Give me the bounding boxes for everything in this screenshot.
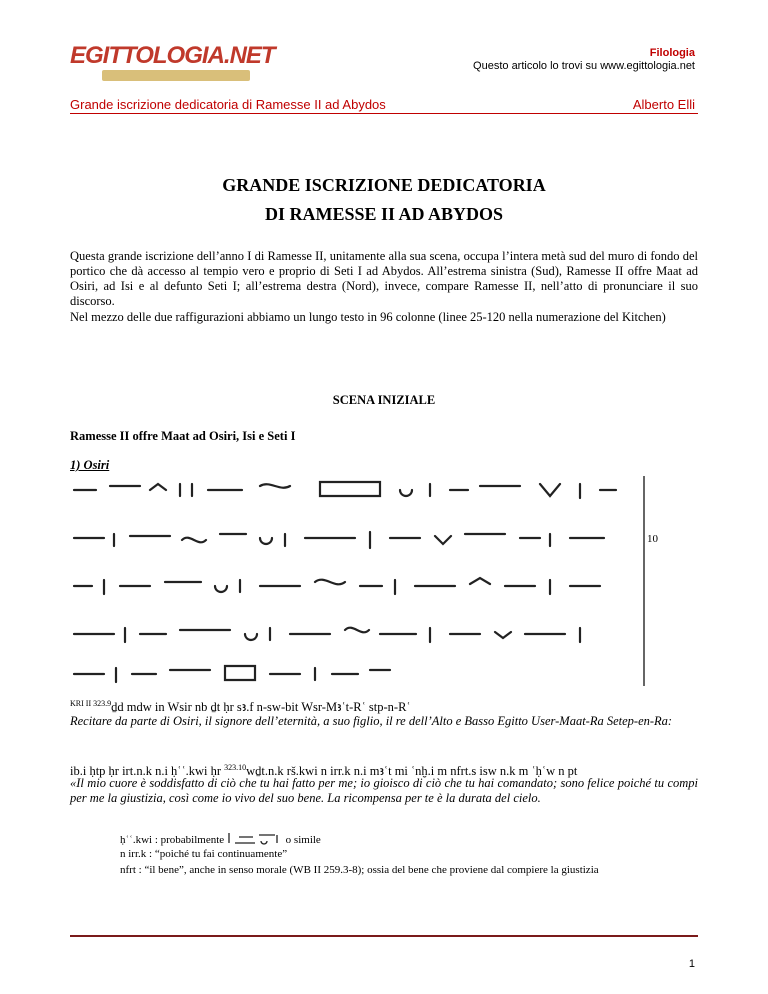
scene-heading: SCENA INIZIALE [332, 393, 436, 407]
intro-paragraph-2: Nel mezzo delle due raffigurazioni abbiamo un lungo testo in 96 colonne (linee 25-120 nella numerazione del Kitchen) [70, 310, 666, 324]
section-osiri: 1) Osiri [70, 458, 110, 472]
footer-rule [70, 935, 698, 937]
scene-subheading: Ramesse II offre Maat ad Osiri, Isi e Seti I [70, 429, 296, 443]
source-note: Questo articolo lo trovi su www.egittologia.net [473, 60, 695, 72]
header-rule [70, 113, 698, 114]
figure-line-number: 10 [647, 533, 658, 545]
note-1-text-b: o simile [282, 834, 321, 846]
page-title-line2: DI RAMESSE II AD ABYDOS [264, 204, 504, 224]
transliteration-part-a: ib.i ḥtp ḥr irt.n.k n.i ḥʿʿ.kwi ḥr [70, 764, 225, 779]
transliteration-line-1 [70, 699, 411, 715]
page-title-line1: GRANDE ISCRIZIONE DEDICATORIA [222, 175, 546, 195]
transliteration-part-b: wḏt.n.k rš.kwi n irr.k n.i mꜣʿt mi ʿnḫ.i m nfrt.s isw n.k m ʿḥʿw n pt [246, 764, 578, 779]
hieroglyph-inscription-image [70, 476, 658, 686]
transliteration-text: ḏd mdw in Wsir nb ḏt ḥr sꜣ.f n-sw-bit Wsr-Mꜣʿt-Rʿ stp-n-Rʿ [111, 700, 411, 715]
note-1-text-a: ḥʿʿ.kwi : probabilmente [120, 834, 227, 846]
page-number: 1 [688, 958, 695, 970]
kri-reference: KRI II 323.9 [70, 699, 112, 708]
hieroglyph-inline-icon [227, 831, 283, 845]
section-label: Filologia [649, 47, 695, 59]
logo-text: EGITTOLOGIA.NET [70, 42, 275, 69]
note-3: nfrt : “il bene”, anche in senso morale (WB II 259.3-8); ossia del bene che proviene dal compiere la giustizia [120, 864, 599, 876]
intro-paragraph: Questa grande iscrizione dell’anno I di Ramesse II, unitamente alla sua scena, occupa l’intera metà sud del muro di fondo del portico che dà accesso al tempio vero e proprio di Seti I ad Abydos. All’estrema sinistra (Sud), Ramesse II offre Maat ad Osiri, ad Isi e al defunto Seti I; all’estrema destra (Nord), invece, compare Ramesse II, nell’atto di pronunciare il suo discorso. [70, 249, 698, 308]
author-name: Alberto Elli [632, 97, 695, 112]
translation-2: «Il mio cuore è soddisfatto di ciò che tu hai fatto per me; io gioisco di ciò che tu hai comandato; sono felice poiché tu compi per me la giustizia, così come io vivo del suo bene. La ricompensa per te è la durata del cielo. [70, 776, 698, 805]
logo-hieroglyph-strip [102, 70, 250, 81]
note-1 [120, 831, 700, 847]
note-2: n irr.k : “poiché tu fai continuamente” [120, 848, 288, 860]
egittologia-logo[interactable] [70, 42, 275, 82]
kri-reference-2: 323.10 [224, 763, 247, 772]
running-title: Grande iscrizione dedicatoria di Ramesse II ad Abydos [70, 97, 386, 112]
translation-1: Recitare da parte di Osiri, il signore dell’eternità, a suo figlio, il re dell’Alto e Basso Egitto User-Maat-Ra Setep-en-Ra: [70, 714, 673, 728]
